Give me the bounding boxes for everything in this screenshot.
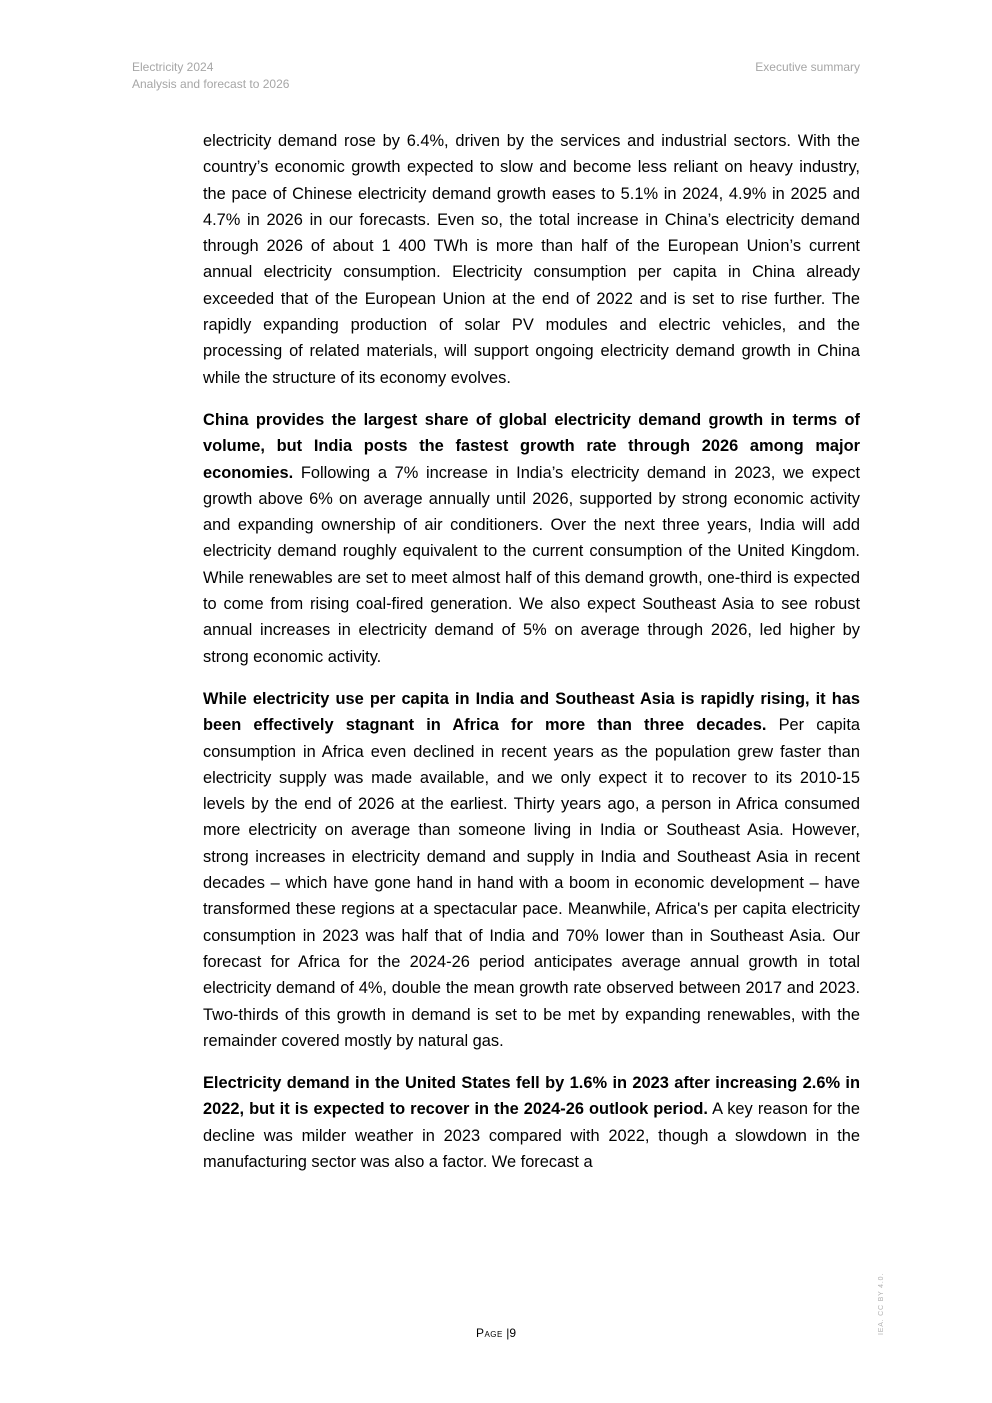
page-footer bbox=[0, 1326, 992, 1340]
paragraph-body: A key reason for the decline was milder weather in 2023 compared with 2022, though a slowdown in the manufacturing sector was also a factor. We forecast a bbox=[203, 1100, 861, 1171]
report-subtitle: Analysis and forecast to 2026 bbox=[132, 77, 290, 91]
paragraph-africa-per-capita bbox=[203, 686, 860, 1054]
paragraph-lead: While electricity use per capita in India and Southeast Asia is rapidly rising, it has been effectively stagnant in Africa for more than three decades. bbox=[203, 689, 860, 735]
page-separator: | bbox=[506, 1326, 510, 1340]
paragraph-lead: China provides the largest share of global electricity demand growth in terms of volume, but India posts the fastest growth rate through 2026 among major economies. bbox=[203, 410, 860, 482]
paragraph-body: Per capita consumption in Africa even declined in recent years as the population grew faster than electricity supply was made available, and we only expect it to recover to its 2010-15 levels by the end of 2026 at the earliest. Thirty years ago, a person in Africa consumed more electricity on average than someone living in India or Southeast Asia. However, strong increases in electricity demand and supply in India and Southeast Asia in recent decades – which have gone hand in hand with a boom in economic development – have transformed these regions at a spectacular pace. Meanwhile, Africa's per capita electricity consumption in 2023 was half that of India and 70% lower than in Southeast Asia. Our forecast for Africa for the 2024-26 period anticipates average annual growth in total electricity demand of 4%, double the mean growth rate observed between 2017 and 2023. Two-thirds of this growth in demand is set to be met by expanding renewables, with the remainder covered mostly by natural gas. bbox=[203, 716, 860, 1050]
paragraph-india-growth bbox=[203, 407, 860, 670]
paragraph-united-states bbox=[203, 1070, 860, 1175]
page-label: Page bbox=[475, 1326, 503, 1340]
report-title: Electricity 2024 bbox=[132, 60, 214, 74]
document-header-left bbox=[132, 59, 289, 93]
paragraph-body: Following a 7% increase in India’s electricity demand in 2023, we expect growth above 6% on average annually until 2026, supported by strong economic activity and expanding ownership of air conditioners. Over the next three years, India will add electricity demand roughly equivalent to the current consumption of the United Kingdom. While renewables are set to meet almost half of this demand growth, one-third is expected to come from rising coal-fired generation. We also expect Southeast Asia to see robust annual increases in electricity demand of 5% on average through 2026, led higher by strong economic activity. bbox=[203, 463, 860, 666]
paragraph-body: electricity demand rose by 6.4%, driven by the services and industrial sectors. With the country’s economic growth expected to slow and become less reliant on heavy industry, the pace of Chinese electricity demand growth eases to 5.1% in 2024, 4.9% in 2025 and 4.7% in 2026 in our forecasts. Even so, the total increase in China’s electricity demand through 2026 of about 1 400 TWh is more than half of the European Union’s current annual electricity consumption. Electricity consumption per capita in China already exceeded that of the European Union at the end of 2022 and is set to rise further. The rapidly expanding production of solar PV modules and electric vehicles, and the processing of related materials, will support ongoing electricity demand growth in China while the structure of its economy evolves. bbox=[203, 132, 860, 387]
document-header-right bbox=[755, 59, 860, 76]
body-text bbox=[203, 128, 860, 1191]
paragraph-china-demand bbox=[203, 128, 860, 391]
section-title: Executive summary bbox=[755, 60, 860, 74]
license-note: IEA. CC BY 4.0. bbox=[878, 1272, 885, 1335]
paragraph-lead: Electricity demand in the United States fell by 1.6% in 2023 after increasing 2.6% in 2022, but it is expected to recover in the 2024-26 outlook period. bbox=[203, 1074, 860, 1119]
page-number: 9 bbox=[509, 1326, 517, 1340]
